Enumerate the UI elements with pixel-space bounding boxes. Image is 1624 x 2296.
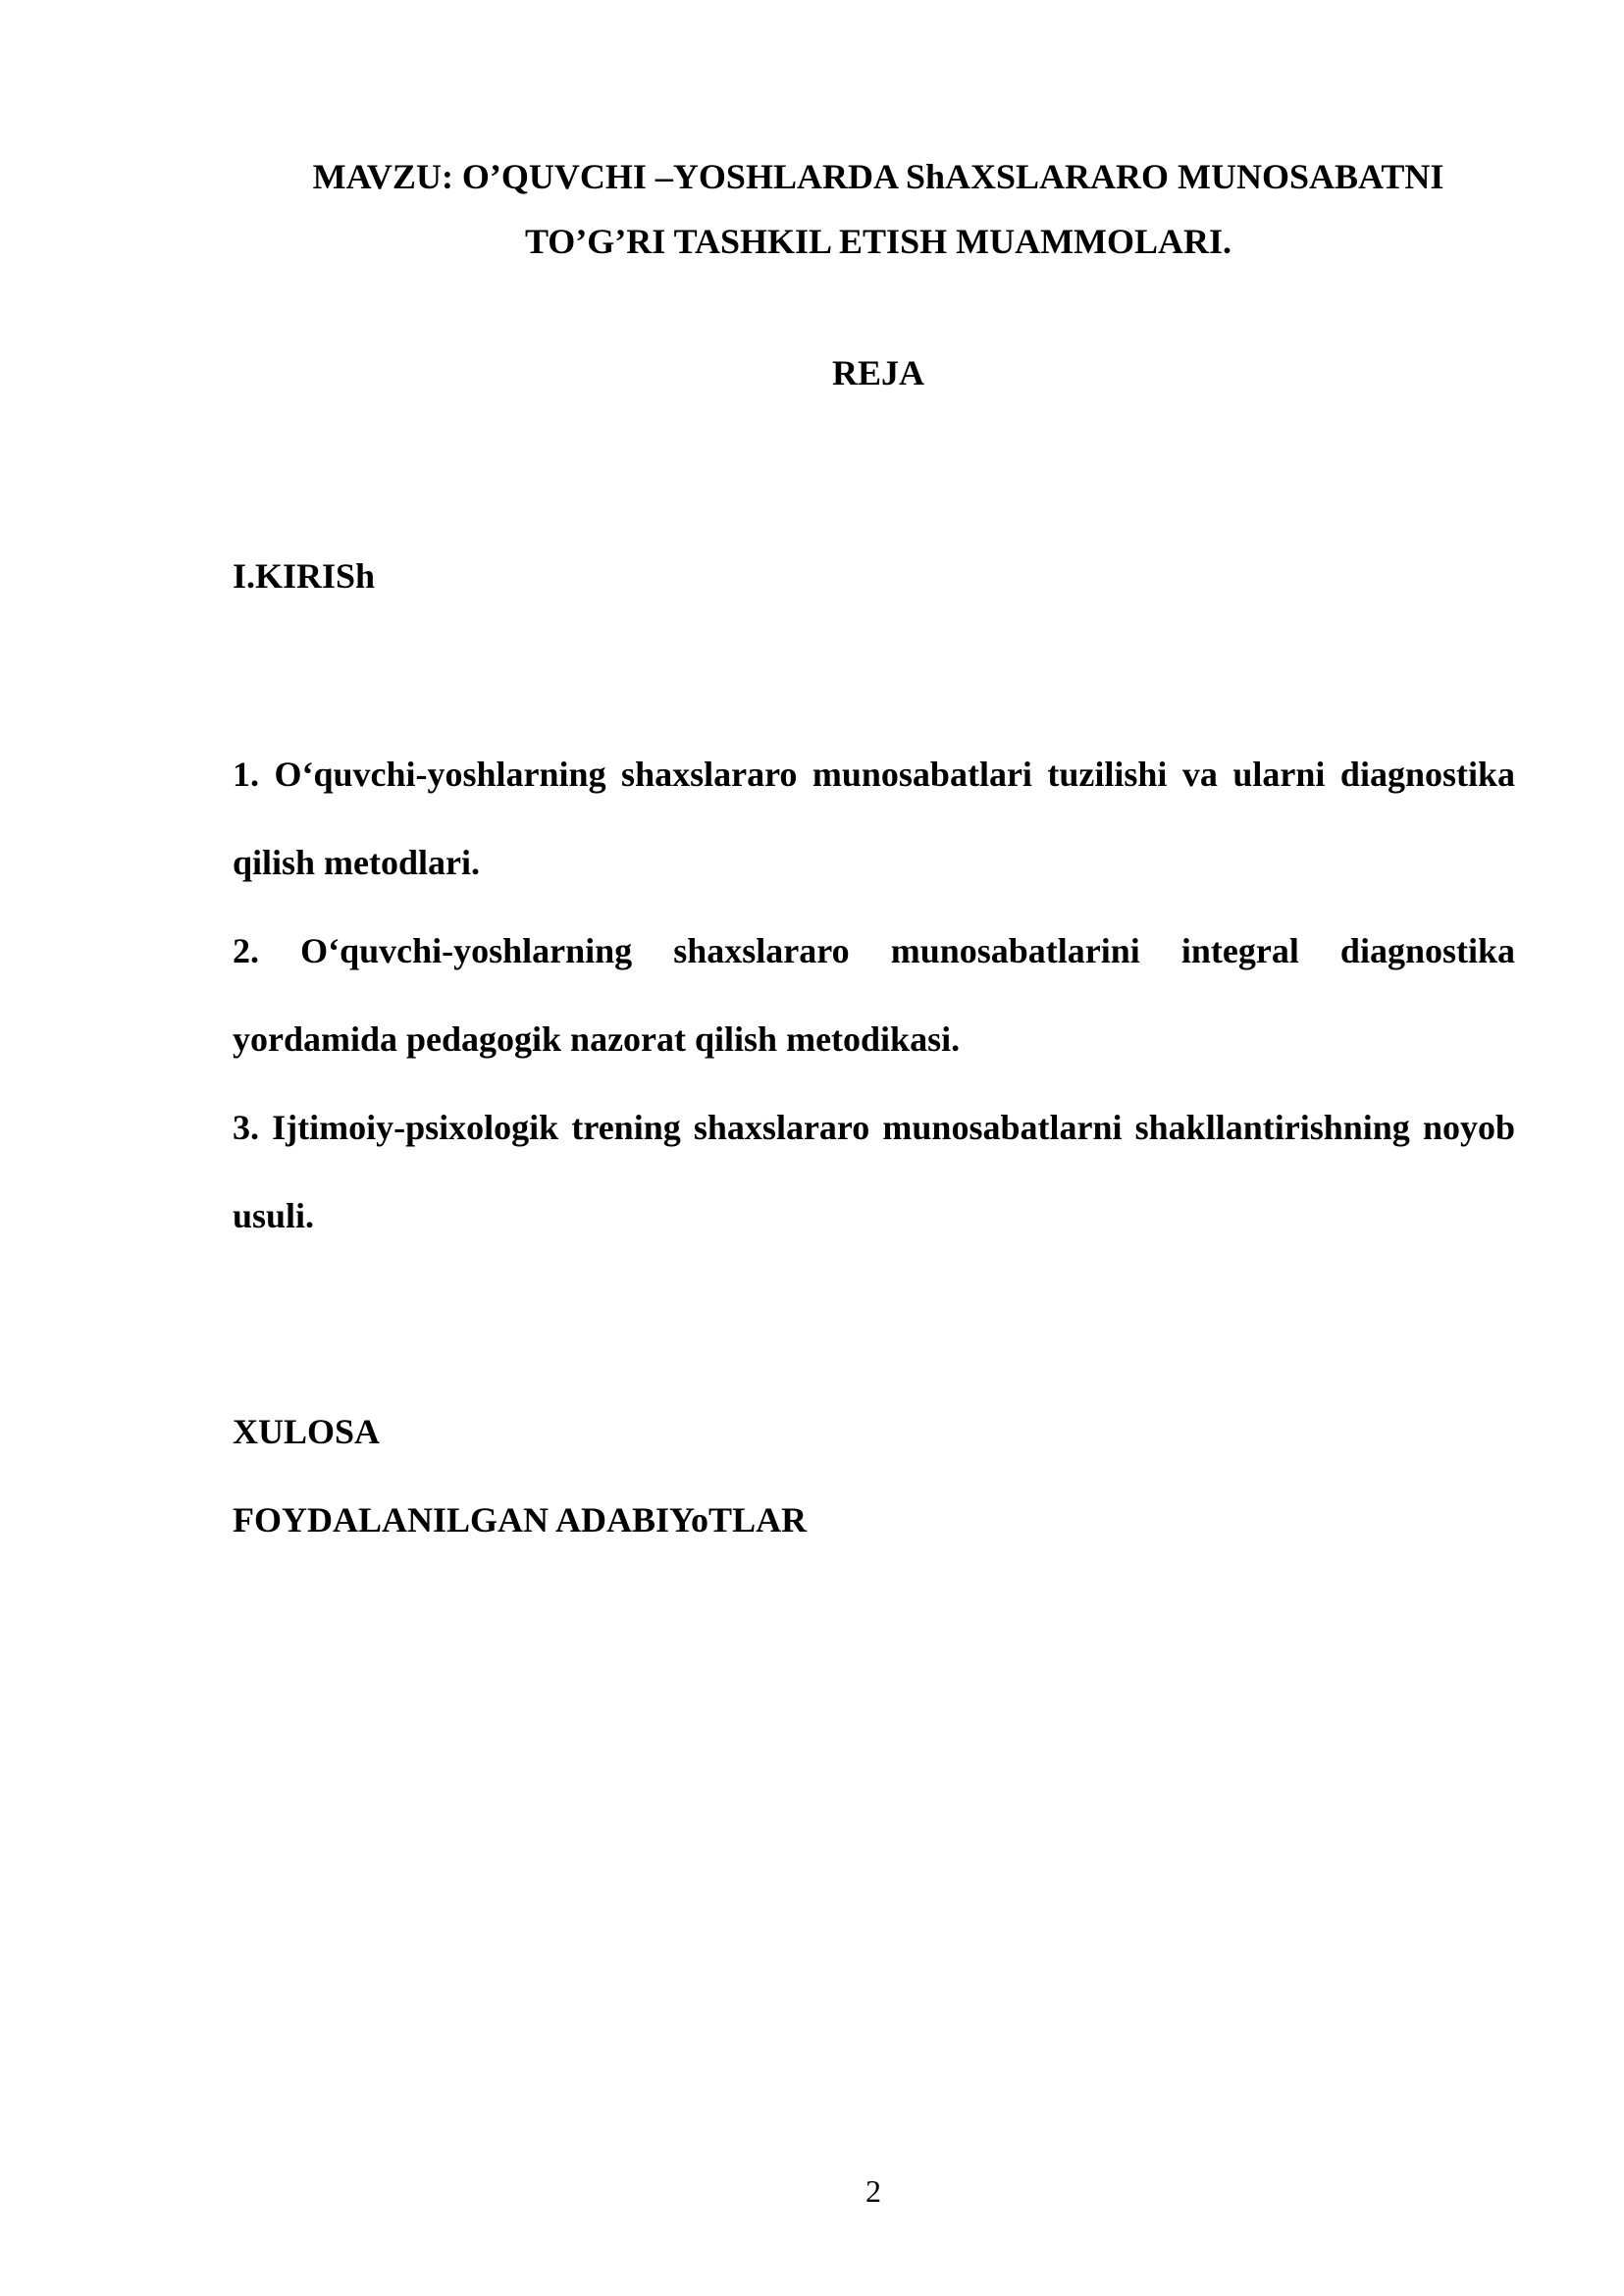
document-title-line-1: MAVZU: O’QUVCHI –YOSHLARDA ShAXSLARARO MUNOSABATNI [312, 157, 1444, 196]
plan-heading: REJA [831, 353, 924, 392]
references-heading: FOYDALANILGAN ADABIYoTLAR [233, 1500, 808, 1539]
plan-item-3: 3. Ijtimoiy-psixologik trening shaxslararo munosabatlarni shakllantirishning noyob usuli. [233, 1108, 1515, 1235]
page-number: 2 [865, 2173, 881, 2209]
plan-list [233, 730, 1515, 1260]
intro-heading: I.KIRISh [233, 556, 376, 596]
plan-item-1: 1. O‘quvchi-yoshlarning shaxslararo munosabatlari tuzilishi va ularni diagnostika qilish metodlari. [233, 755, 1515, 882]
plan-item-2: 2. O‘quvchi-yoshlarning shaxslararo munosabatlarini integral diagnostika yordamida pedagogik nazorat qilish metodikasi. [233, 931, 1515, 1059]
document-title-line-2: TO’G’RI TASHKIL ETISH MUAMMOLARI. [524, 222, 1232, 261]
conclusion-heading: XULOSA [233, 1412, 381, 1451]
